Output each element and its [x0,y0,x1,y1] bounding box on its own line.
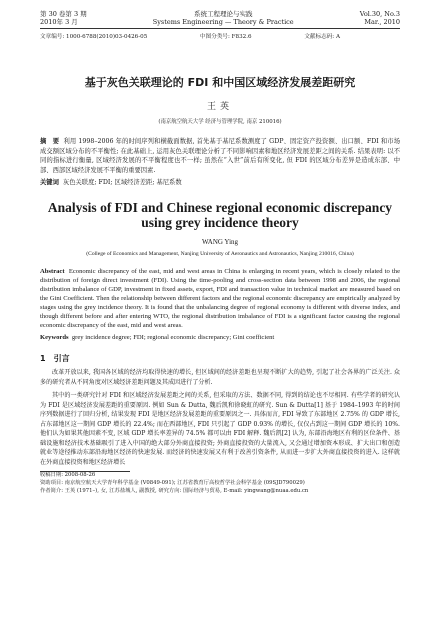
abstract-en-label: Abstract [40,268,65,276]
abstract-en-text: Economic discrepancy of the east, mid and west areas in China is enlarging in recent years, which is closely related to the distribution of foreign direct investment (FDI). Using the time-pooling and cross-section data between 1998 and 2006, the regional distribution imbalance of GDP, investment in fixed assets, export, FDI and transaction value in technical market are measured based on the Gini Coefficient. Then the relationship between different factors and the regional economic discrepancy are empirically analyzed by stages using the grey incidence theory. It is found that the unbalancing degree of regional economy is different with diverse index, and though different before and after entering WTO, the regional distribution imbalance of FDI is a significant factor causing the regional economic discrepancy of the east, mid and west areas. [40,268,400,330]
title-zh: 基于灰色关联理论的 FDI 和中国区域经济发展差距研究 [84,76,356,89]
abstract-zh-label: 摘 要 [40,138,60,145]
clc-number: 中图分类号: F832.6 [200,34,252,40]
footnote-author: 作者简介: 王英 (1971–), 女, 江苏盐城人, 副教授, 研究方向: 国际经济与贸易, E-mail: yingwang@nuaa.edu.cn [40,487,309,494]
abstract-zh-text: 利用 1998–2006 年的时间序列和横截面数据, 首先基于基尼系数测度了 GDP、固定资产投资额、出口额、FDI 和市场成交额区域分布的不平衡性; 在此基础上, 运用灰色关联理论分析了不同影响因素和地区经济发展差距之间的关系. 结果表明: 以不同的指标进行衡量, 区域经济发展的不平衡程度也不一样; 虽然在“入世”前后有所变化, 但 FDI 的区域分布差异是造成东部、中部、西部区域经济发展不平衡的重要因素. [40,138,400,174]
date-zh: 2010年 3 月 [40,18,78,26]
abstract-en [40,267,400,330]
date-en: Mar., 2010 [364,18,400,26]
keywords-en-label: Keywords [40,334,69,342]
author-zh: 王英 [206,102,233,112]
keywords-zh-label: 关键词 [40,179,59,187]
keywords-zh-text: 灰色关联度; FDI; 区域经济差距; 基尼系数 [62,179,182,187]
running-header [40,10,400,26]
keywords-zh [40,177,400,186]
journal-name-zh: 系统工程理论与实践 [193,10,253,18]
author-en: WANG Ying [201,238,239,247]
title-en: Analysis of FDI and Chinese regional economic discrepancy using grey incidence theory [47,200,393,231]
header-left [40,10,87,26]
header-right [360,10,400,26]
keywords-en-text: grey incidence degree; FDI; regional economic discrepancy; Gini coefficient [71,334,275,342]
header-journal [153,10,294,26]
document-code: 文献标志码: A [304,34,340,40]
article-meta [40,32,400,40]
footnote-funding: 资助项目: 南京航空航天大学青年科学基金 (V0849-091); 江苏省教育厅高校哲学社会科学基金 (09SJD790029) [40,479,305,486]
journal-name-en: Systems Engineering — Theory & Practice [152,18,294,26]
affiliation-zh: (南京航空航天大学 经济与管理学院, 南京 210016) [158,119,282,125]
keywords-en [40,334,400,341]
volume-en: Vol.30, No.3 [359,10,400,18]
section-heading-introduction: 1 引言 [40,354,70,364]
body-paragraph-1: 改革开放以来, 我国各区域的经济均取得快速的增长, 但区域间的经济差距也呈现不断扩大的趋势, 引起了社会各界的广泛关注. 众多的研究者从不同角度对区域经济差距问题及其成因进行了分析. [40,369,400,386]
article-number: 文章编号: 1000-6788(2010)03-0426-05 [40,34,148,40]
abstract-zh [40,137,400,175]
footnote-received: 收稿日期: 2008-08-26 [40,472,96,479]
body-paragraph-2: 其中的一类研究针对 FDI 和区域经济发展差距之间的关系, 但采取的方法、数据不同, 得到的结论也不尽相同. 有些学者的研究认为 FDI 是区域经济发展差距的重要原因. 例如 Sun & Dutta, 魏后凯和徐晓虹的研究. Sun & Dutta[1] 基于 1984–1993 年的时间序列数据进行了回归分析, 结果发现 FDI 是地区经济发展差距的重要原因之一. 具体而言, FDI 导致了东部地区 2.75% 的 GDP 增长, 占东部地区这一期间 GDP 增长的 22.4%; 而在西部地区, FDI 只引起了 GDP 0.93% 的增长, 仅仅占到这一期间 GDP 增长的 10%. 他们认为如果其他因素不变, 区域 GDP 增长率差异的 74.5% 都可以由 FDI 解释. 魏后凯[2] 认为, 东部沿海地区有利的区位条件、基础设施和经济技术基础吸引了进入中国的绝大部分外商直接投资; 外商直接投资的大量流入, 又会通过增加资本形成、扩大出口和创造就业等途径推动东部沿海地区经济的快速发展. 而经济的快速发展又有利于改善引资条件, 从而进一步扩大外商直接投资的进入. 这样就在外商直接投资和地区经济增长 [40,392,400,466]
volume-issue: 第 30 卷第 3 期 [40,10,87,18]
affiliation-en: (College of Economics and Management, Nanjing University of Aeronautics and Astronautics, Nanjing 210016, China) [86,251,354,258]
header-rule [40,28,400,29]
